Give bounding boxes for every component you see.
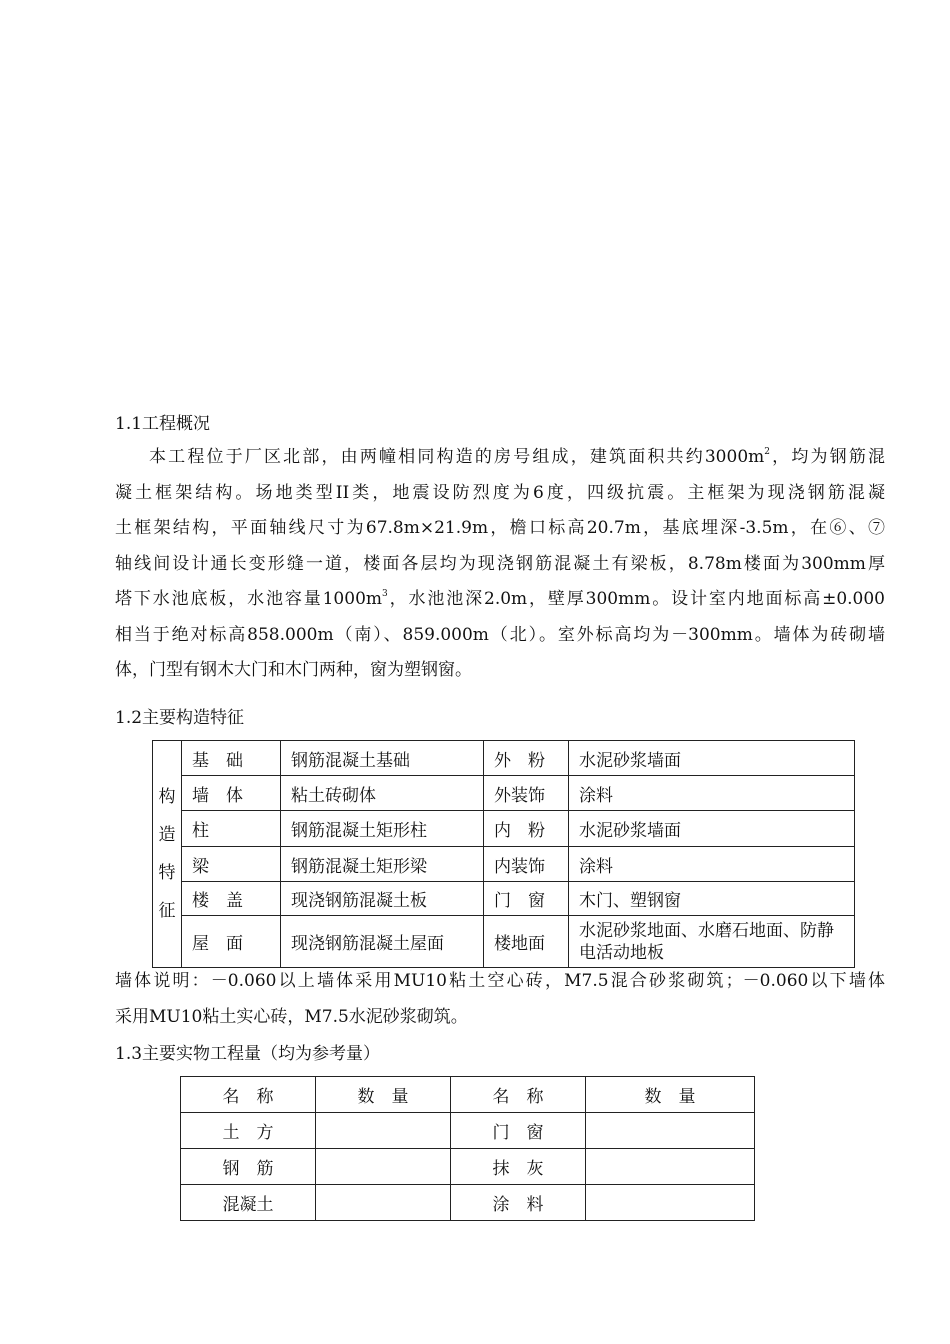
table-cell: 粘土砖砌体 [281,776,484,811]
table-cell [586,1185,755,1221]
table-cell: 现浇钢筋混凝土板 [281,882,484,916]
side-label-char: 征 [158,901,176,921]
table-cell: 墙 体 [182,776,281,811]
wall-note-paragraph [115,964,885,1035]
section-title-1-3: 1.3主要实物工程量（均为参考量） [115,1044,381,1064]
table-cell: 外装饰 [484,776,569,811]
side-label-char: 构 [158,787,176,807]
header-cell: 数 量 [586,1077,755,1113]
table-cell: 现浇钢筋混凝土屋面 [281,916,484,968]
header-cell: 数 量 [316,1077,451,1113]
table-cell: 柱 [182,811,281,847]
table-cell: 门 窗 [451,1113,586,1149]
table-cell: 钢 筋 [181,1149,316,1185]
project-overview-paragraph [115,440,885,689]
table-cell [316,1113,451,1149]
table-cell [586,1113,755,1149]
table-cell: 屋 面 [182,916,281,968]
table-cell: 钢筋混凝土矩形柱 [281,811,484,847]
side-label-char: 特 [158,863,176,883]
section-title-1-1: 1.1工程概况 [115,414,211,434]
quantities-table [180,1076,755,1221]
table-cell [316,1185,451,1221]
table-cell: 涂 料 [451,1185,586,1221]
table-cell: 基 础 [182,741,281,776]
side-label-char: 造 [158,825,176,845]
paragraph-line: 土框架结构，平面轴线尺寸为67.8m×21.9m，檐口标高20.7m，基底埋深-3.5m，在⑥、⑦ [115,518,885,538]
table-cell: 混凝土 [181,1185,316,1221]
paragraph-line: 相当于绝对标高858.000m（南）、859.000m（北）。室外标高均为－300mm。墙体为砖砌墙 [115,624,885,645]
section-title-1-2: 1.2主要构造特征 [115,708,245,728]
table-cell: 梁 [182,847,281,882]
header-cell: 名 称 [451,1077,586,1113]
side-label-cell [153,741,182,968]
table-cell: 内 粉 [484,811,569,847]
paragraph-line: 墙体说明：－0.060以上墙体采用MU10粘土空心砖，M7.5混合砂浆砌筑；－0.060以下墙体 [115,971,885,991]
paragraph-line: 凝土框架结构。场地类型II类，地震设防烈度为6度，四级抗震。主框架为现浇钢筋混凝 [115,482,885,503]
table-cell: 水泥砂浆墙面 [569,811,855,847]
paragraph-line: 体，门型有钢木大门和木门两种，窗为塑钢窗。 [115,660,472,680]
table-cell: 木门、塑钢窗 [569,882,855,916]
table-cell: 水泥砂浆墙面 [569,741,855,776]
table-cell: 涂料 [569,847,855,882]
paragraph-line: 采用MU10粘土实心砖，M7.5水泥砂浆砌筑。 [115,1006,468,1027]
table-cell [586,1149,755,1185]
paragraph-line: 本工程位于厂区北部，由两幢相同构造的房号组成，建筑面积共约$3000m^2$，均为钢筋混 [149,447,885,467]
paragraph-line: 轴线间设计通长变形缝一道，楼面各层均为现浇钢筋混凝土有梁板，8.78m楼面为300mm厚 [115,553,885,574]
table-cell: 水泥砂浆地面、水磨石地面、防静电活动地板 [569,916,855,968]
table-cell: 抹 灰 [451,1149,586,1185]
table-cell: 楼 盖 [182,882,281,916]
construction-features-table [152,740,855,968]
table-cell [316,1149,451,1185]
table-cell: 门 窗 [484,882,569,916]
table-cell: 涂料 [569,776,855,811]
table-cell: 钢筋混凝土矩形梁 [281,847,484,882]
table-cell: 内装饰 [484,847,569,882]
table-cell: 土 方 [181,1113,316,1149]
table-cell: 楼地面 [484,916,569,968]
table-cell: 钢筋混凝土基础 [281,741,484,776]
paragraph-line: 塔下水池底板，水池容量$1000m^3$，水池池深2.0m，壁厚300mm。设计室内地面标高±0.000 [115,589,885,609]
header-cell: 名 称 [181,1077,316,1113]
table-cell: 外 粉 [484,741,569,776]
